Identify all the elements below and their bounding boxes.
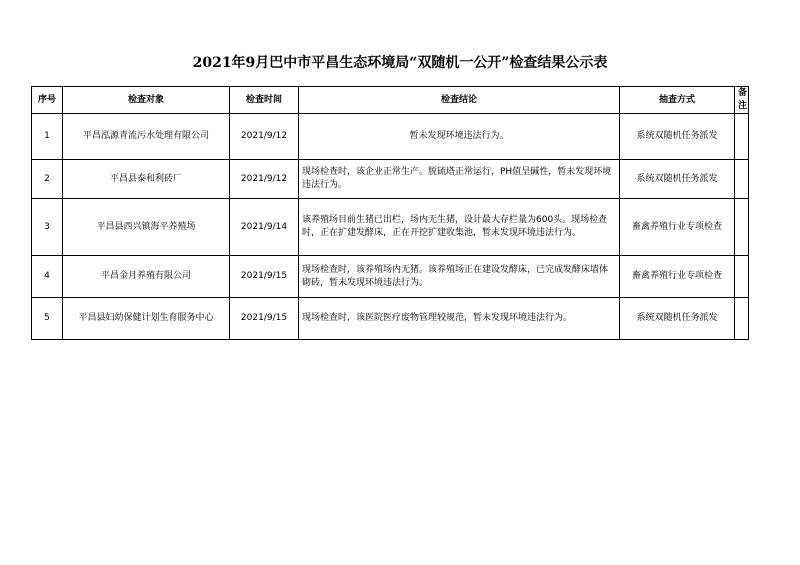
cell-date: 2021/9/15 [230, 256, 299, 298]
cell-note [735, 199, 749, 256]
cell-method: 系统双随机任务派发 [620, 114, 735, 160]
cell-serial: 4 [32, 256, 63, 298]
cell-conclusion: 现场检查时，该企业正常生产。脱硫塔正常运行，PH值呈碱性，暂未发现环境违法行为。 [299, 160, 620, 199]
cell-serial: 2 [32, 160, 63, 199]
cell-conclusion: 暂未发现环境违法行为。 [299, 114, 620, 160]
cell-serial: 1 [32, 114, 63, 160]
table-row [32, 114, 749, 160]
cell-serial: 3 [32, 199, 63, 256]
cell-note [735, 160, 749, 199]
cell-note [735, 256, 749, 298]
cell-conclusion: 现场检查时，该养殖场内无猪。该养殖场正在建设发酵床，已完成发酵床墙体砌砖，暂未发现环境违法行为。 [299, 256, 620, 298]
cell-date: 2021/9/15 [230, 298, 299, 340]
cell-note [735, 114, 749, 160]
table-row [32, 199, 749, 256]
cell-note [735, 298, 749, 340]
header-date: 检查时间 [230, 87, 299, 114]
cell-date: 2021/9/12 [230, 114, 299, 160]
cell-target: 平昌县妇幼保健计划生育服务中心 [63, 298, 230, 340]
cell-target: 平昌县泰和利砖厂 [63, 160, 230, 199]
cell-method: 系统双随机任务派发 [620, 298, 735, 340]
table-row [32, 256, 749, 298]
cell-date: 2021/9/14 [230, 199, 299, 256]
table-header-row [32, 87, 749, 114]
inspection-results-table [31, 86, 749, 340]
cell-method: 畜禽养殖行业专项检查 [620, 199, 735, 256]
cell-conclusion: 该养殖场目前生猪已出栏，场内无生猪，设计最大存栏量为600头。现场检查时，正在扩建发酵床，正在开挖扩建收集池，暂未发现环境违法行为。 [299, 199, 620, 256]
cell-target: 平昌县西兴镇海平养殖场 [63, 199, 230, 256]
header-method: 抽查方式 [620, 87, 735, 114]
cell-serial: 5 [32, 298, 63, 340]
cell-method: 畜禽养殖行业专项检查 [620, 256, 735, 298]
table-row [32, 160, 749, 199]
cell-method: 系统双随机任务派发 [620, 160, 735, 199]
header-target: 检查对象 [63, 87, 230, 114]
cell-target: 平昌金月养殖有限公司 [63, 256, 230, 298]
table-row [32, 298, 749, 340]
header-note: 备注 [735, 87, 749, 114]
cell-target: 平昌泓源青流污水处理有限公司 [63, 114, 230, 160]
cell-conclusion: 现场检查时，该医院医疗废物管理较规范，暂未发现环境违法行为。 [299, 298, 620, 340]
header-serial: 序号 [32, 87, 63, 114]
page-title: 2021年9月巴中市平昌生态环境局“双随机一公开”检查结果公示表 [192, 55, 608, 71]
header-conclusion: 检查结论 [299, 87, 620, 114]
cell-date: 2021/9/12 [230, 160, 299, 199]
